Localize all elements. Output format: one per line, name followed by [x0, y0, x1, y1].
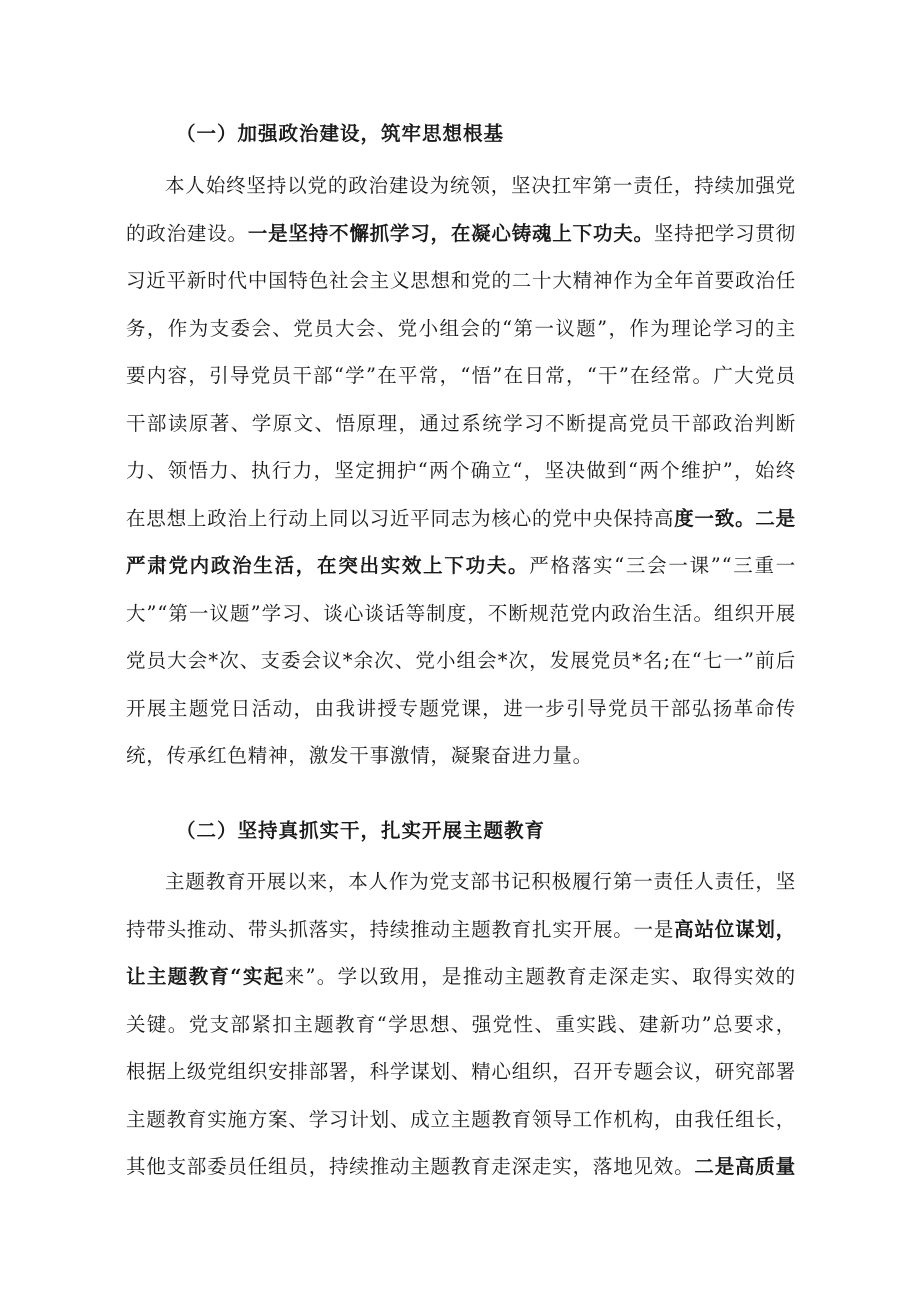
section-1-text-1: 本人始终坚持以党的政治建设为统领，坚决扛牢第一责任，持续加强党的政治建设。	[126, 174, 796, 245]
section-1-bold-2: 度一致。二是严肃党内政治生活，在突出实效上下功夫。	[126, 506, 796, 577]
section-1-paragraph	[126, 162, 796, 780]
section-2-heading: （二）坚持真抓实干，扎实开展主题教育	[176, 819, 546, 842]
section-2-paragraph	[126, 858, 796, 1191]
section-1-bold-1: 一是坚持不懈抓学习，在凝心铸魂上下功夫。	[247, 221, 654, 245]
section-2-bold-1: 高站位谋划，让主题教育“实起	[126, 917, 796, 988]
section-2-bold-2: 二是高质量	[694, 1155, 796, 1178]
section-1-text-2: 坚持把学习贯彻习近平新时代中国特色社会主义思想和党的二十大精神作为全年首要政治任务，作为支委会、党员大会、党小组会的“第一议题”，作为理论学习的主要内容，引导党员干部“学”在平常，“悟”在日常，“干”在经常。广大党员干部读原著、学原文、悟原理，通过系统学习不断提高党员干部政治判断力、领悟力、执行力，坚定拥护“两个确立“，坚决做到“两个维护”，始终在思想上政治上行动上同以习近平同志为核心的党中央保持高	[126, 221, 796, 530]
section-2-text-2: 来”。学以致用，是推动主题教育走深走实、取得实效的关键。党支部紧扣主题教育“学思想、强党性、重实践、建新功”总要求，根据上级党组织安排部署，科学谋划、精心组织，召开专题会议，研究部署主题教育实施方案、学习计划、成立主题教育领导工作机构，由我任组长，其他支部委员任组员，持续推动主题教育走深走实，落地见效。	[126, 965, 796, 1178]
section-2-text-1: 主题教育开展以来，本人作为党支部书记积极履行第一责任人责任，坚持带头推动、带头抓落实，持续推动主题教育扎实开展。一是	[126, 870, 796, 941]
section-1-text-3: 严格落实“三会一课”“三重一大”“第一议题”学习、谈心谈话等制度，不断规范党内政治生活。组织开展党员大会*次、支委会议*余次、党小组会*次，发展党员*名;在“七一”前后开展主题党日活动，由我讲授专题党课，进一步引导党员干部弘扬革命传统，传承红色精神，激发干事激情，凝聚奋进力量。	[126, 554, 797, 767]
section-1-heading: （一）加强政治建设，筑牢思想根基	[176, 122, 505, 145]
